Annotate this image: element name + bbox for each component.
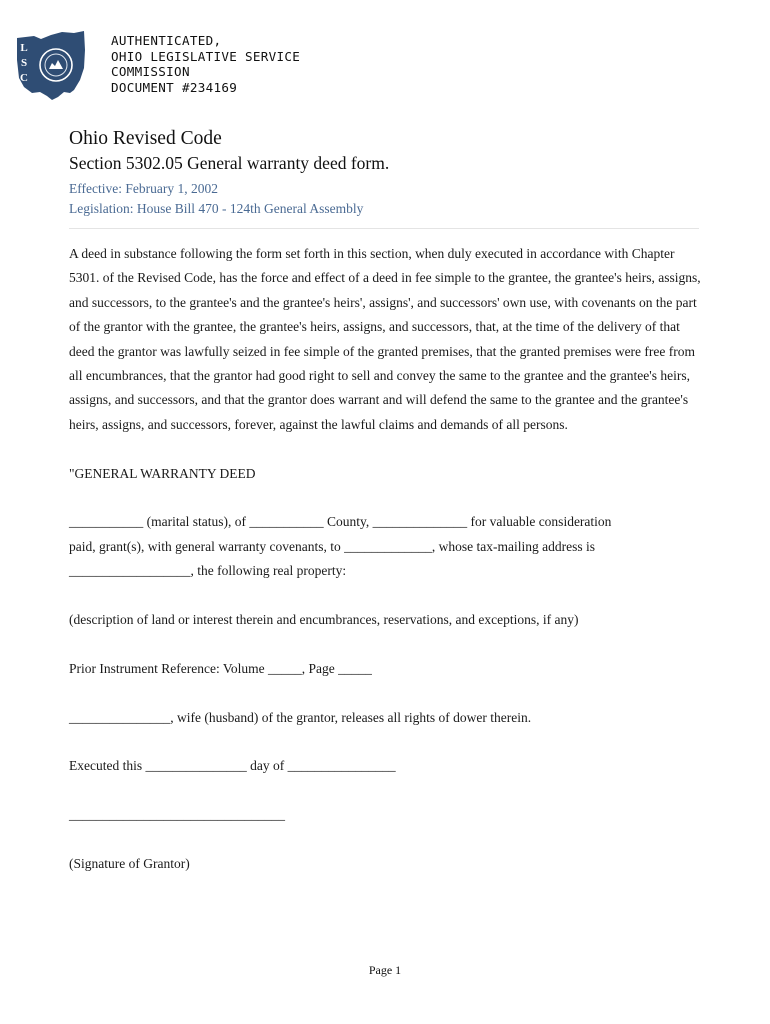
page-number: Page 1 xyxy=(368,963,402,977)
header-divider xyxy=(69,228,699,229)
grant-line: __________________, the following real property: xyxy=(69,563,347,579)
authentication-line: COMMISSION xyxy=(111,64,190,80)
authentication-text xyxy=(111,33,300,95)
legislation-reference: Legislation: House Bill 470 - 124th General Assembly xyxy=(69,201,364,216)
form-heading: "GENERAL WARRANTY DEED xyxy=(69,465,256,481)
logo-letter-c: C xyxy=(20,72,28,84)
effective-date: Effective: February 1, 2002 xyxy=(69,181,218,196)
signature-line: ________________________________ xyxy=(69,807,285,823)
intro-paragraph: A deed in substance following the form set forth in this section, when duly executed in accordance with Chapter 5301. of the Revised Code, has the force and effect of a deed in fee simple to the grantee, the grantee's heirs, assigns, and successors, to the grantee's and the grantee's heirs', assigns', and successors' own use, with covenants on the part of the grantor with the grantee, the grantee's heirs, assigns, and successors, that, at the time of the delivery of that deed the grantor was lawfully seized in fee simple of the granted premises, that the granted premises were free from all encumbrances, that the grantor had good right to sell and convey the same to the grantee and the grantee's heirs, assigns, and successors, and that the grantor does warrant and will defend the same to the grantee and the grantee's heirs, assigns, and successors, forever, against the lawful claims and demands of all persons. xyxy=(69,246,701,432)
grant-line: ___________ (marital status), of ___________ County, ______________ for valuable consideration xyxy=(69,514,612,530)
signature-label: (Signature of Grantor) xyxy=(69,856,190,872)
logo-letter-l: L xyxy=(20,42,28,54)
section-title: Section 5302.05 General warranty deed form. xyxy=(69,153,390,173)
property-description-line: (description of land or interest therein and encumbrances, reservations, and exceptions, if any) xyxy=(69,612,579,628)
authentication-line: AUTHENTICATED, xyxy=(111,33,222,48)
document-title-block xyxy=(69,127,709,219)
document-body xyxy=(69,242,701,876)
authentication-line: DOCUMENT #234169 xyxy=(111,79,238,95)
dower-release-line: _______________, wife (husband) of the grantor, releases all rights of dower therein. xyxy=(69,709,532,725)
grant-line: paid, grant(s), with general warranty covenants, to _____________, whose tax-mailing address is xyxy=(69,538,595,554)
page-title: Ohio Revised Code xyxy=(69,128,222,149)
authentication-line: OHIO LEGISLATIVE SERVICE xyxy=(111,48,301,64)
execution-date-line: Executed this _______________ day of ________________ xyxy=(69,758,396,774)
logo-letter-s: S xyxy=(20,57,28,69)
prior-instrument-reference: Prior Instrument Reference: Volume _____, Page _____ xyxy=(69,660,372,676)
ohio-lsc-logo-icon xyxy=(14,30,89,100)
lsc-authentication-header xyxy=(14,30,314,105)
